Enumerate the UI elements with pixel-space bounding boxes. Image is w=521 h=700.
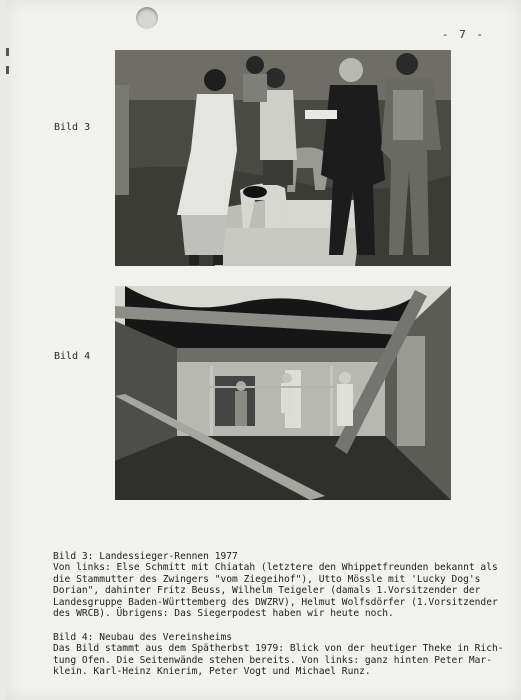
punch-hole (136, 7, 158, 29)
caption-line: des WRCB). Übrigens: Das Siegerpodest haben wir heute noch. (53, 608, 394, 620)
photo-bild-3 (115, 50, 451, 266)
caption-line: Dorian", dahinter Fritz Beuss, Wilhelm Teigeler (damals 1.Vorsitzender der (53, 585, 481, 597)
photo-label-bild-4: Bild 4 (54, 351, 91, 362)
document-page (6, 0, 521, 700)
caption-bild-4 (53, 632, 504, 678)
caption-line: Von links: Else Schmitt mit Chiatah (letztere den Whippetfreunden bekannt als (53, 562, 498, 574)
caption-bild-3 (53, 551, 498, 620)
caption-line: Bild 4: Neubau des Vereinsheims (53, 632, 233, 643)
photo-bild-4 (115, 286, 451, 500)
caption-line: Bild 3: Landessieger-Rennen 1977 (53, 551, 238, 562)
page-number: - 7 - (441, 28, 485, 41)
caption-line: klein. Karl-Heinz Knierim, Peter Vogt und Michael Runz. (53, 666, 371, 678)
photo-label-bild-3: Bild 3 (54, 122, 91, 133)
caption-line: die Stammutter des Zwingers "vom Ziegeihof"), Utto Mössle mit 'Lucky Dog's (53, 573, 481, 585)
caption-line: Das Bild stammt aus dem Spätherbst 1979: Blick von der heutiger Theke in Rich- (53, 643, 504, 655)
caption-line: tung Ofen. Die Seitenwände stehen bereits. Von links: ganz hinten Peter Mar- (53, 654, 492, 666)
caption-line: Landesgruppe Baden-Württemberg des DWZRV), Helmut Wolfsdörfer (1.Vorsitzender (53, 596, 498, 608)
edge-marks (6, 48, 10, 88)
